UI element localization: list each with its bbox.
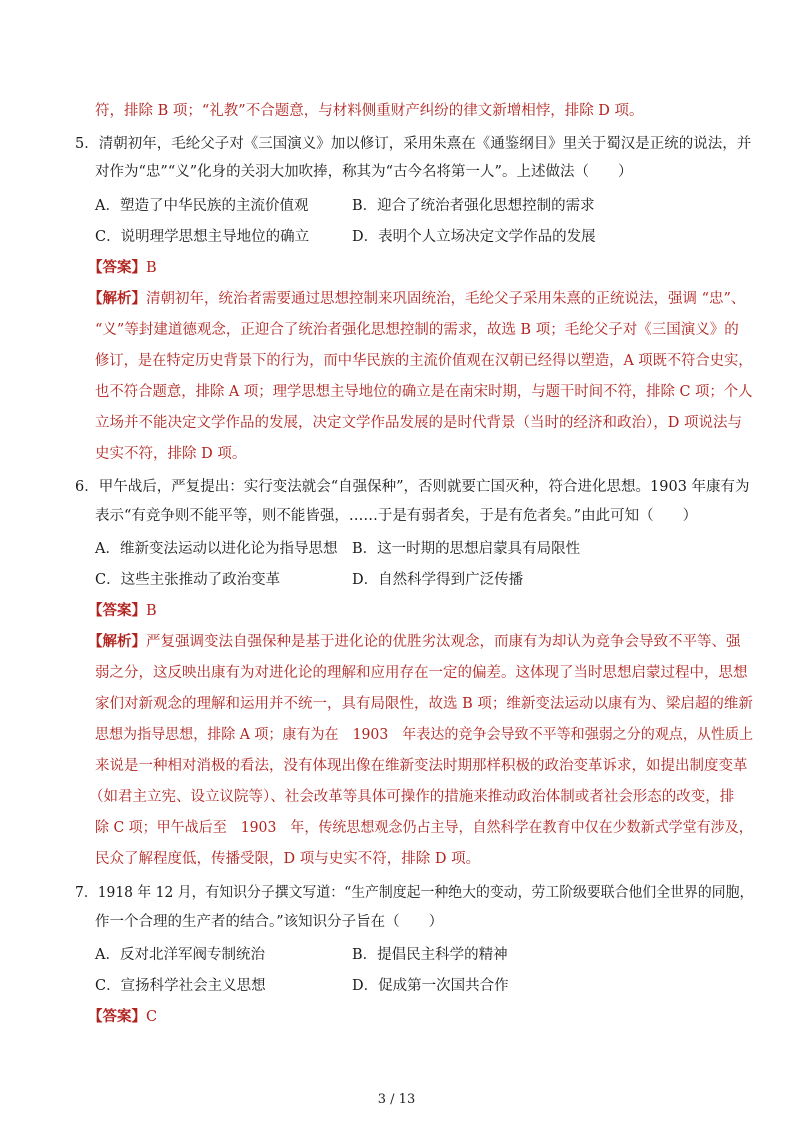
question-6-analysis-line-6: （如君主立宪、设立议院等）、社会改革等具体可操作的措施来推动政治体制或者社会形态的改变，排: [89, 789, 735, 805]
question-7-option-c: C．宣扬科学社会主义思想: [95, 978, 266, 994]
question-5-stem-line-2: 对作为“忠”“义”化身的关羽大加吹捧，称其为“古今名将第一人”。上述做法（ ）: [95, 164, 633, 180]
question-6-analysis-line-2: 弱之分，这反映出康有为对进化论的理解和应用存在一定的偏差。这体现了当时思想启蒙过程中，思想: [95, 665, 748, 681]
question-7-stem-line-1: 7．1918 年 12 月，有知识分子撰文写道：“生产制度起一种绝大的变动，劳工阶级要联合他们全世界的同胞，: [75, 885, 754, 901]
continued-analysis-line: 符，排除 B 项；“礼教”不合题意，与材料侧重财产纠纷的律文新增相悖，排除 D 项。: [95, 103, 644, 119]
question-5-analysis-line-6: 史实不符，排除 D 项。: [95, 446, 247, 462]
analysis-text: 清朝初年，统治者需要通过思想控制来巩固统治，毛纶父子采用朱熹的正统说法，强调 “忠”、: [146, 291, 746, 307]
question-6-option-d: D．自然科学得到广泛传播: [352, 572, 524, 588]
question-7-stem-line-2: 作一个合理的生产者的结合。”该知识分子旨在（ ）: [95, 914, 444, 930]
question-7-answer: [88, 1007, 157, 1027]
question-6-option-a: A．维新变法运动以进化论为指导思想: [95, 541, 338, 557]
analysis-label: 【解析】: [88, 633, 146, 650]
question-6-option-c: C．这些主张推动了政治变革: [95, 572, 281, 588]
page-number: 3 / 13: [377, 1092, 416, 1107]
answer-value: B: [146, 603, 157, 619]
question-6-analysis-line-4: 思想为指导思想，排除 A 项；康有为在 1903 年表达的竞争会导致不平等和强弱之分的观点，从性质上: [95, 727, 754, 743]
analysis-text: 严复强调变法自强保种是基于进化论的优胜劣汰观念，而康有为却认为竞争会导致不平等、强: [146, 634, 741, 650]
question-5-option-d: D．表明个人立场决定文学作品的发展: [352, 229, 596, 245]
question-6-analysis-line-1: [88, 632, 741, 652]
question-6-analysis-line-3: 家们对新观念的理解和运用并不统一，具有局限性，故选 B 项；维新变法运动以康有为、梁启超的维新: [95, 696, 753, 712]
answer-label: 【答案】: [88, 1008, 146, 1025]
question-5-answer: [88, 258, 157, 278]
answer-label: 【答案】: [88, 259, 146, 276]
question-6-analysis-line-8: 民众了解程度低，传播受限，D 项与史实不符，排除 D 项。: [95, 851, 481, 867]
answer-value: B: [146, 260, 157, 276]
question-6-stem-line-2: 表示“有竞争则不能平等，则不能皆强，……于是有弱者矣，于是有危者矣。”由此可知（ ）: [95, 508, 698, 524]
question-5-analysis-line-3: 修订，是在特定历史背景下的行为，而中华民族的主流价值观在汉朝已经得以塑造，A 项既不符合史实，: [95, 353, 753, 369]
question-5-analysis-line-5: 立场并不能决定文学作品的发展，决定文学作品发展的是时代背景（当时的经济和政治），D 项说法与: [95, 415, 742, 431]
question-5-analysis-line-2: “义”等封建道德观念，正迎合了统治者强化思想控制的需求，故选 B 项；毛纶父子对《三国演义》的: [95, 322, 739, 338]
question-6-option-b: B．这一时期的思想启蒙具有局限性: [352, 541, 581, 557]
answer-value: C: [146, 1009, 158, 1025]
question-7-option-d: D．促成第一次国共合作: [352, 978, 509, 994]
question-7-option-a: A．反对北洋军阀专制统治: [95, 947, 265, 963]
question-6-analysis-line-7: 除 C 项；甲午战后至 1903 年，传统思想观念仍占主导，自然科学在教育中仅在少数新式学堂有涉及，: [95, 820, 753, 836]
question-6-stem-line-1: 6．甲午战后，严复提出：实行变法就会“自强保种”，否则就要亡国灭种，符合进化思想。1903 年康有为: [75, 479, 750, 495]
question-5-option-a: A．塑造了中华民族的主流价值观: [95, 198, 309, 214]
question-7-option-b: B．提倡民主科学的精神: [352, 947, 508, 963]
question-5-option-b: B．迎合了统治者强化思想控制的需求: [352, 198, 595, 214]
question-5-analysis-line-1: [88, 289, 745, 309]
question-5-analysis-line-4: 也不符合题意，排除 A 项；理学思想主导地位的确立是在南宋时期，与题干时间不符，排除 C 项；个人: [95, 384, 753, 400]
analysis-label: 【解析】: [88, 290, 146, 307]
question-6-analysis-line-5: 来说是一种相对消极的看法，没有体现出像在维新变法时期那样积极的政治变革诉求，如提出制度变革: [95, 758, 748, 774]
question-6-answer: [88, 601, 157, 621]
question-5-stem-line-1: 5．清朝初年，毛纶父子对《三国演义》加以修订，采用朱熹在《通鉴纲目》里关于蜀汉是正统的说法，并: [75, 136, 752, 152]
question-5-option-c: C．说明理学思想主导地位的确立: [95, 229, 310, 245]
answer-label: 【答案】: [88, 602, 146, 619]
